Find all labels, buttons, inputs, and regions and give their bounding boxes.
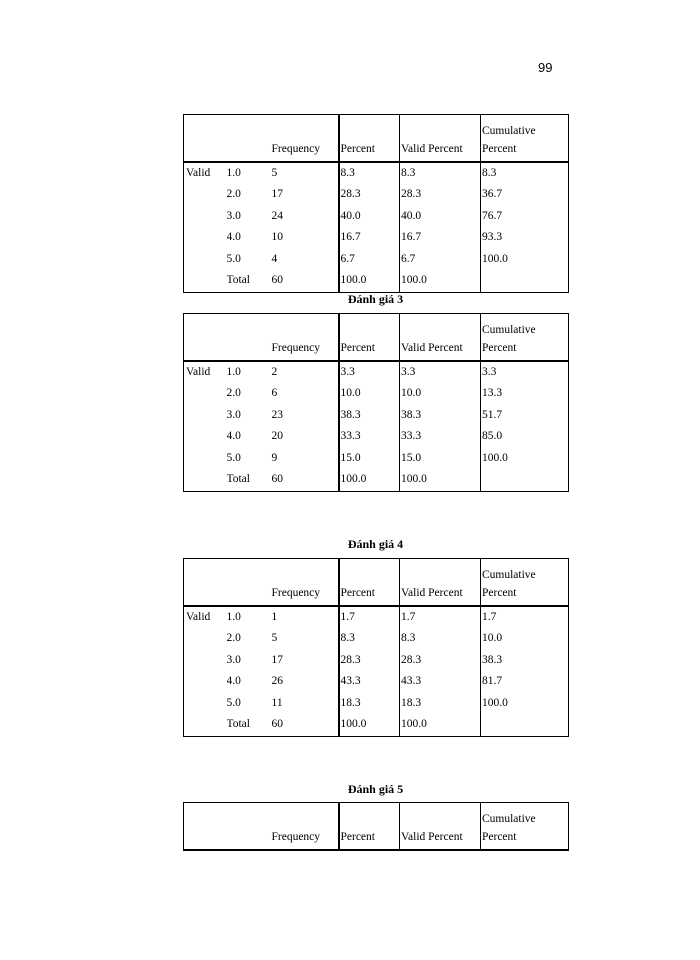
table-header-row [184,339,569,361]
cell-cumulative-percent [481,270,569,292]
cell-valid-percent: 100.0 [400,270,481,292]
frequency-table-1 [183,114,569,293]
header-cumulative: Cumulative [481,115,569,140]
header-percent: Percent [339,828,400,850]
cell-percent: 8.3 [339,628,400,650]
table-header-row [184,314,569,339]
header-percent: Percent [339,584,400,606]
row-label: 1.0 [226,365,241,378]
header-percent: Percent [339,140,400,162]
table-row [184,361,569,384]
row-group-label [184,448,227,470]
cell-cumulative-percent: 81.7 [481,671,569,693]
cell-cumulative-percent: 8.3 [481,162,569,185]
cell-percent: 8.3 [339,162,400,185]
row-label: 1.0 [226,166,241,179]
cell-frequency: 2 [271,361,339,384]
row-group-label [184,184,227,206]
row-group-label [184,249,227,271]
row-label: 4.0 [226,231,241,243]
cell-percent: 100.0 [339,714,400,736]
frequency-table-2 [183,313,569,492]
row-label: 5.0 [226,451,241,464]
table-caption: Đánh giá 3 [347,292,404,306]
table-header-row [184,140,569,162]
cell-cumulative-percent: 3.3 [481,361,569,384]
header-valid-percent: Valid Percent [400,828,481,850]
header-valid-percent: Valid Percent [400,584,481,606]
row-label: 5.0 [226,696,241,709]
header-percent: Percent [339,339,400,361]
cell-valid-percent: 18.3 [400,693,481,715]
row-group-label [184,693,227,715]
table-row [184,162,569,185]
cell-cumulative-percent: 38.3 [481,650,569,672]
table-row [184,448,569,470]
row-group-label [184,227,227,249]
cell-frequency: 6 [271,383,339,405]
cell-cumulative-percent: 100.0 [481,249,569,271]
row-group-label [184,628,227,650]
header-frequency: Frequency [271,828,339,850]
row-label: 4.0 [226,675,241,687]
cell-frequency: 11 [271,693,339,715]
table-row [184,227,569,249]
cell-valid-percent: 6.7 [400,249,481,271]
table-row [184,671,569,693]
cell-valid-percent: 10.0 [400,383,481,405]
cell-frequency: 17 [271,650,339,672]
row-group-label [184,671,227,693]
header-valid-percent: Valid Percent [400,140,481,162]
cell-frequency: 26 [271,671,339,693]
row-label: Total [226,473,250,485]
cell-valid-percent: 100.0 [400,714,481,736]
row-group-label [184,714,227,736]
cell-valid-percent: 43.3 [400,671,481,693]
cell-valid-percent: 28.3 [400,184,481,206]
cell-percent: 100.0 [339,469,400,491]
header-frequency: Frequency [271,584,339,606]
cell-percent: 43.3 [339,671,400,693]
cell-valid-percent: 1.7 [400,606,481,629]
header-cumulative-percent: Percent [481,339,569,361]
cell-valid-percent: 100.0 [400,469,481,491]
row-group-label: Valid [186,610,211,623]
cell-percent: 28.3 [339,184,400,206]
table-header-row [184,115,569,140]
cell-cumulative-percent: 76.7 [481,206,569,228]
cell-frequency: 17 [271,184,339,206]
page-number: 99 [538,60,553,75]
header-valid-percent: Valid Percent [400,339,481,361]
table-header-row [184,559,569,584]
cell-percent: 38.3 [339,405,400,427]
row-label: 2.0 [226,387,241,399]
row-group-label [184,405,227,427]
cell-cumulative-percent [481,469,569,491]
cell-frequency: 4 [271,249,339,271]
table-caption: Đánh giá 4 [347,537,404,551]
row-group-label: Valid [186,365,211,378]
frequency-table-3 [183,558,569,737]
header-frequency: Frequency [271,339,339,361]
table-row [184,206,569,228]
table-row [184,606,569,629]
row-label: Total [226,718,250,730]
table-header-row [184,828,569,850]
header-cumulative: Cumulative [481,559,569,584]
cell-percent: 40.0 [339,206,400,228]
cell-valid-percent: 28.3 [400,650,481,672]
cell-frequency: 24 [271,206,339,228]
row-label: 3.0 [226,209,241,222]
table-row [184,426,569,448]
table-header-row [184,803,569,828]
table-caption: Đánh giá 5 [347,782,404,796]
header-cumulative-percent: Percent [481,828,569,850]
row-label: 2.0 [226,188,241,200]
table-row [184,249,569,271]
cell-percent: 28.3 [339,650,400,672]
row-label: 1.0 [226,610,241,623]
cell-cumulative-percent: 85.0 [481,426,569,448]
table-row [184,469,569,491]
cell-cumulative-percent: 100.0 [481,693,569,715]
table-row [184,693,569,715]
cell-frequency: 60 [271,270,339,292]
row-group-label [184,270,227,292]
row-label: 3.0 [226,653,241,666]
cell-percent: 1.7 [339,606,400,629]
table-row [184,650,569,672]
cell-valid-percent: 16.7 [400,227,481,249]
row-label: Total [226,274,250,286]
cell-frequency: 20 [271,426,339,448]
table-row [184,270,569,292]
cell-frequency: 5 [271,628,339,650]
header-frequency: Frequency [271,140,339,162]
cell-frequency: 23 [271,405,339,427]
cell-frequency: 10 [271,227,339,249]
cell-frequency: 9 [271,448,339,470]
row-label: 3.0 [226,408,241,421]
row-label: 2.0 [226,632,241,644]
cell-percent: 16.7 [339,227,400,249]
table-row [184,714,569,736]
header-cumulative: Cumulative [481,314,569,339]
cell-percent: 10.0 [339,383,400,405]
table-row [184,383,569,405]
row-label: 4.0 [226,430,241,442]
cell-valid-percent: 8.3 [400,162,481,185]
table-row [184,405,569,427]
cell-valid-percent: 15.0 [400,448,481,470]
frequency-table-4 [183,802,569,851]
row-group-label: Valid [186,166,211,179]
cell-cumulative-percent: 93.3 [481,227,569,249]
cell-cumulative-percent: 1.7 [481,606,569,629]
row-group-label [184,426,227,448]
cell-frequency: 5 [271,162,339,185]
row-group-label [184,206,227,228]
table-header-row [184,584,569,606]
table-row [184,628,569,650]
cell-valid-percent: 3.3 [400,361,481,384]
row-group-label [184,650,227,672]
cell-cumulative-percent: 13.3 [481,383,569,405]
cell-cumulative-percent: 36.7 [481,184,569,206]
cell-frequency: 1 [271,606,339,629]
cell-valid-percent: 38.3 [400,405,481,427]
cell-percent: 3.3 [339,361,400,384]
cell-valid-percent: 40.0 [400,206,481,228]
table-row [184,184,569,206]
cell-cumulative-percent: 100.0 [481,448,569,470]
row-label: 5.0 [226,252,241,265]
header-cumulative-percent: Percent [481,140,569,162]
cell-percent: 18.3 [339,693,400,715]
cell-frequency: 60 [271,469,339,491]
cell-cumulative-percent [481,714,569,736]
cell-percent: 6.7 [339,249,400,271]
cell-cumulative-percent: 10.0 [481,628,569,650]
cell-percent: 33.3 [339,426,400,448]
header-cumulative: Cumulative [481,803,569,828]
header-cumulative-percent: Percent [481,584,569,606]
cell-percent: 15.0 [339,448,400,470]
cell-valid-percent: 8.3 [400,628,481,650]
cell-percent: 100.0 [339,270,400,292]
cell-valid-percent: 33.3 [400,426,481,448]
cell-cumulative-percent: 51.7 [481,405,569,427]
row-group-label [184,383,227,405]
cell-frequency: 60 [271,714,339,736]
row-group-label [184,469,227,491]
